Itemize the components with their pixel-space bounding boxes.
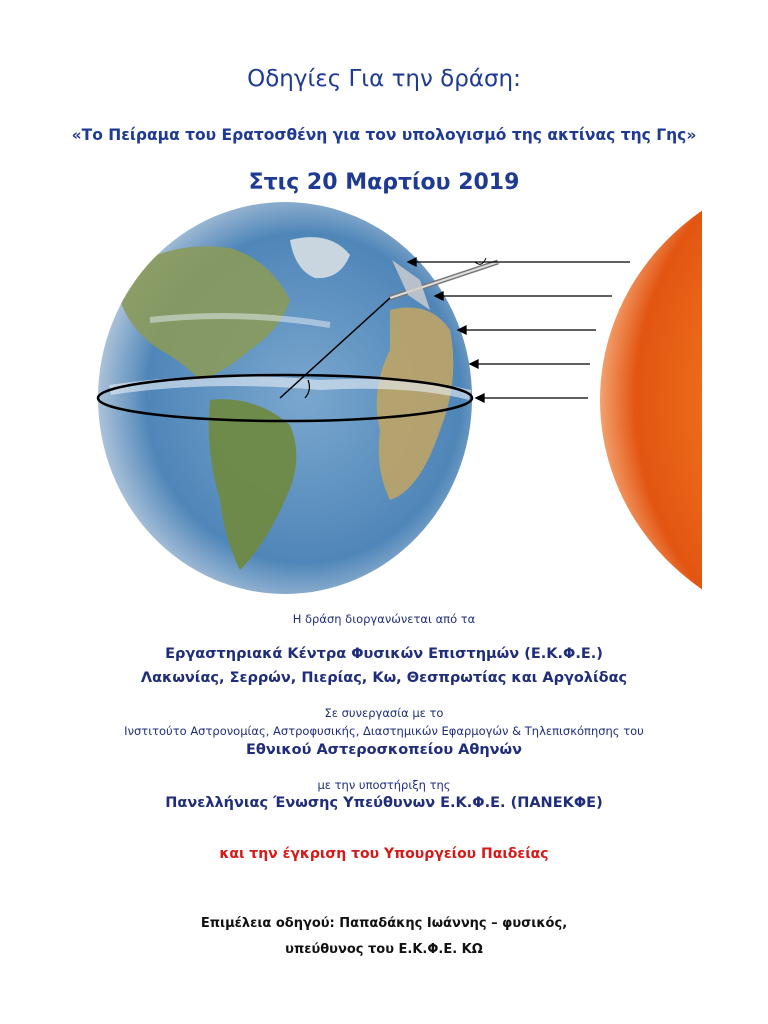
- organizers-intro: Η δράση διοργανώνεται από τα: [292, 612, 476, 626]
- support-intro: με την υποστήριξη της: [317, 778, 451, 792]
- event-date: Στις 20 Μαρτίου 2019: [248, 170, 520, 195]
- page-title: Οδηγίες Για την δράση:: [247, 66, 521, 92]
- organizers-line-2: Λακωνίας, Σερρών, Πιερίας, Κω, Θεσπρωτίας και Αργολίδας: [140, 670, 628, 686]
- page-subtitle: «Το Πείραμα του Ερατοσθένη για τον υπολογισμό της ακτίνας της Γης»: [71, 126, 697, 144]
- ministry-approval: και την έγκριση του Υπουργείου Παιδείας: [219, 846, 549, 862]
- collaboration-institute: Ινστιτούτο Αστρονομίας, Αστροφυσικής, Διαστημικών Εφαρμογών & Τηλεπισκόπησης του: [124, 724, 644, 738]
- editor-line-2: υπεύθυνος του Ε.Κ.Φ.Ε. ΚΩ: [285, 942, 483, 957]
- collaboration-observatory: Εθνικού Αστεροσκοπείου Αθηνών: [245, 742, 523, 758]
- eratosthenes-illustration: [90, 200, 702, 605]
- collaboration-intro: Σε συνεργασία με το: [324, 706, 444, 720]
- organizers-line-1: Εργαστηριακά Κέντρα Φυσικών Επιστημών (Ε.Κ.Φ.Ε.): [165, 646, 603, 662]
- support-organization: Πανελλήνιας Ένωσης Υπεύθυνων Ε.Κ.Φ.Ε. (ΠΑΝΕΚΦΕ): [165, 795, 603, 811]
- sun-image: [600, 200, 702, 605]
- editor-line-1: Επιμέλεια οδηγού: Παπαδάκης Ιωάννης – φυσικός,: [200, 916, 568, 931]
